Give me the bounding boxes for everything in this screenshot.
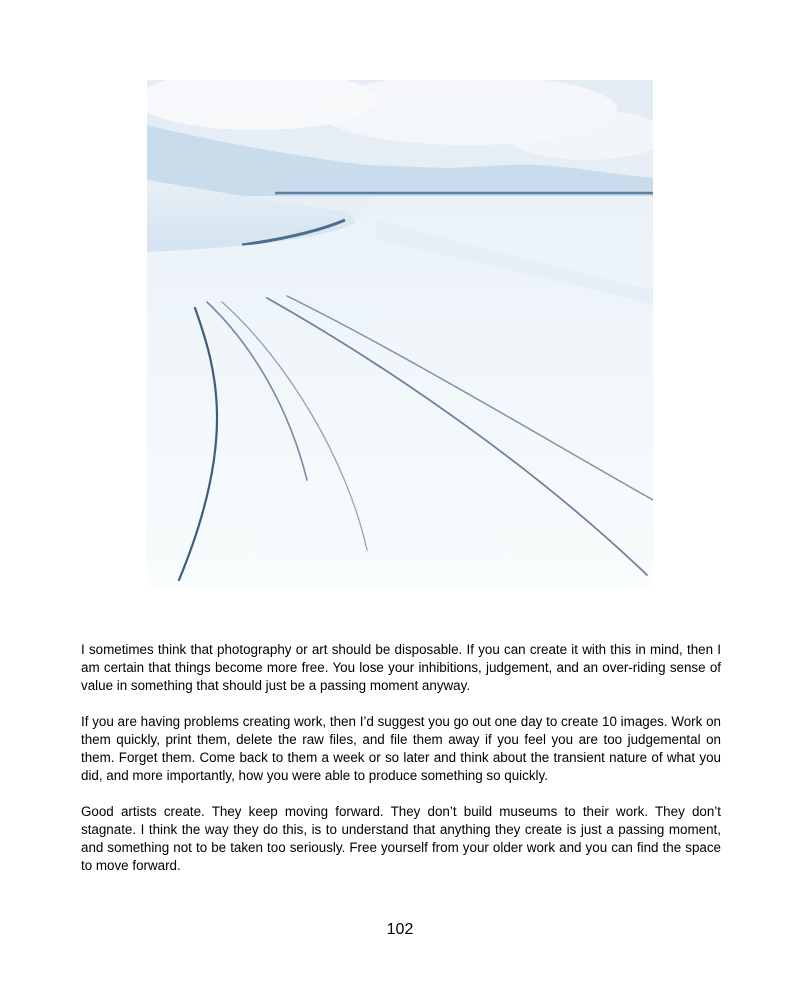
body-text <box>81 641 721 893</box>
page-number: 102 <box>386 921 414 938</box>
paragraph: Good artists create. They keep moving forward. They don’t build museums to their work. They don’t stagnate. I think the way they do this, is to understand that anything they create is just a passing moment, and something not to be taken too seriously. Free yourself from your older work and you can find the space to move forward. <box>81 804 721 873</box>
snow-landscape-photo <box>147 80 653 586</box>
snow-plain <box>147 196 653 586</box>
snow-landscape-illustration <box>147 80 653 586</box>
paragraph: If you are having problems creating work, then I’d suggest you go out one day to create 10 images. Work on them quickly, print them, delete the raw files, and file them away if you feel you are too judgemental on them. Forget them. Come back to them a week or so later and think about the transient nature of what you did, and more importantly, how you were able to produce something so quickly. <box>81 714 721 783</box>
paragraph: I sometimes think that photography or art should be disposable. If you can create it with this in mind, then I am certain that things become more free. You lose your inhibitions, judgement, and an over-riding sense of value in something that should just be a passing moment anyway. <box>81 642 721 693</box>
